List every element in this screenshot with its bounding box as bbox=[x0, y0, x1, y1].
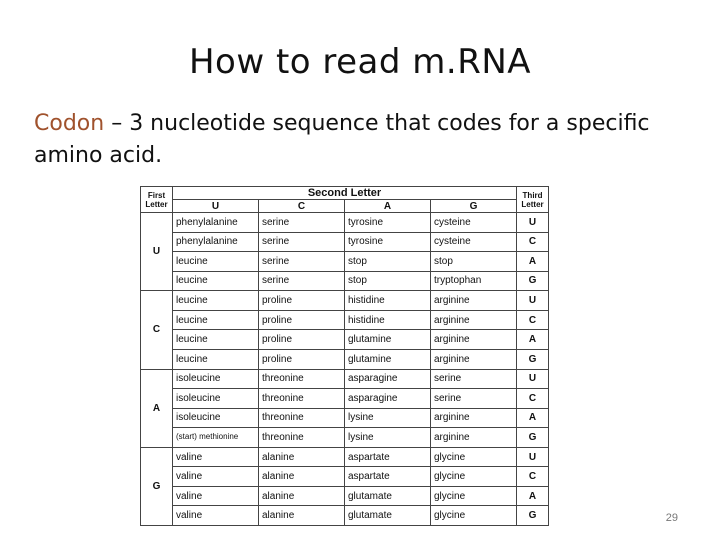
amino-acid-cell: leucine bbox=[173, 330, 259, 350]
amino-acid-cell: alanine bbox=[259, 447, 345, 467]
amino-acid-cell: aspartate bbox=[345, 467, 431, 487]
table-row bbox=[141, 389, 549, 409]
third-letter-cell: U bbox=[517, 213, 549, 233]
codon-table-body bbox=[141, 213, 549, 526]
amino-acid-cell: valine bbox=[173, 447, 259, 467]
amino-acid-cell: histidine bbox=[345, 291, 431, 311]
amino-acid-cell: glycine bbox=[431, 467, 517, 487]
amino-acid-cell: asparagine bbox=[345, 369, 431, 389]
amino-acid-cell: arginine bbox=[431, 330, 517, 350]
amino-acid-cell: glycine bbox=[431, 486, 517, 506]
amino-acid-cell: glutamate bbox=[345, 506, 431, 526]
slide-title: How to read m.RNA bbox=[188, 42, 532, 82]
table-row bbox=[141, 447, 549, 467]
table-row bbox=[141, 428, 549, 448]
amino-acid-cell: leucine bbox=[173, 349, 259, 369]
second-letter-c: C bbox=[259, 200, 345, 213]
amino-acid-cell: proline bbox=[259, 310, 345, 330]
amino-acid-cell: serine bbox=[431, 369, 517, 389]
amino-acid-cell: valine bbox=[173, 486, 259, 506]
amino-acid-cell: leucine bbox=[173, 310, 259, 330]
table-row bbox=[141, 271, 549, 291]
amino-acid-cell: arginine bbox=[431, 428, 517, 448]
amino-acid-cell: glutamate bbox=[345, 486, 431, 506]
amino-acid-cell: phenylalanine bbox=[173, 213, 259, 233]
genetic-code-table bbox=[140, 186, 549, 526]
second-letter-header: Second Letter bbox=[173, 187, 517, 200]
amino-acid-cell: isoleucine bbox=[173, 408, 259, 428]
amino-acid-cell: serine bbox=[259, 232, 345, 252]
table-row bbox=[141, 408, 549, 428]
table-row bbox=[141, 232, 549, 252]
third-letter-cell: G bbox=[517, 349, 549, 369]
amino-acid-cell: histidine bbox=[345, 310, 431, 330]
amino-acid-cell: lysine bbox=[345, 428, 431, 448]
amino-acid-cell: leucine bbox=[173, 252, 259, 272]
amino-acid-cell: tyrosine bbox=[345, 213, 431, 233]
third-letter-cell: A bbox=[517, 330, 549, 350]
amino-acid-cell: proline bbox=[259, 291, 345, 311]
amino-acid-cell: isoleucine bbox=[173, 389, 259, 409]
codon-term: Codon bbox=[34, 111, 105, 136]
third-letter-cell: G bbox=[517, 271, 549, 291]
amino-acid-cell: stop bbox=[345, 252, 431, 272]
table-row bbox=[141, 467, 549, 487]
amino-acid-cell: valine bbox=[173, 467, 259, 487]
amino-acid-cell: threonine bbox=[259, 389, 345, 409]
first-letter-cell: G bbox=[141, 447, 173, 525]
table-row bbox=[141, 291, 549, 311]
amino-acid-cell: leucine bbox=[173, 271, 259, 291]
third-letter-cell: C bbox=[517, 467, 549, 487]
third-letter-cell: U bbox=[517, 369, 549, 389]
amino-acid-cell: alanine bbox=[259, 506, 345, 526]
amino-acid-cell: arginine bbox=[431, 349, 517, 369]
amino-acid-cell: stop bbox=[345, 271, 431, 291]
table-row bbox=[141, 330, 549, 350]
amino-acid-cell: cysteine bbox=[431, 232, 517, 252]
amino-acid-cell: glutamine bbox=[345, 330, 431, 350]
amino-acid-cell: stop bbox=[431, 252, 517, 272]
codon-definition bbox=[34, 108, 674, 172]
table-row bbox=[141, 369, 549, 389]
amino-acid-cell: alanine bbox=[259, 467, 345, 487]
amino-acid-cell: threonine bbox=[259, 408, 345, 428]
table-row bbox=[141, 349, 549, 369]
amino-acid-cell: aspartate bbox=[345, 447, 431, 467]
amino-acid-cell: arginine bbox=[431, 310, 517, 330]
third-letter-cell: C bbox=[517, 389, 549, 409]
amino-acid-cell: asparagine bbox=[345, 389, 431, 409]
amino-acid-cell: tryptophan bbox=[431, 271, 517, 291]
table-row bbox=[141, 252, 549, 272]
amino-acid-cell: leucine bbox=[173, 291, 259, 311]
amino-acid-cell: (start) methionine bbox=[173, 428, 259, 448]
third-letter-cell: U bbox=[517, 447, 549, 467]
page-number: 29 bbox=[665, 512, 678, 524]
amino-acid-cell: serine bbox=[259, 213, 345, 233]
amino-acid-cell: threonine bbox=[259, 428, 345, 448]
third-letter-cell: A bbox=[517, 408, 549, 428]
amino-acid-cell: serine bbox=[259, 271, 345, 291]
second-letter-u: U bbox=[173, 200, 259, 213]
amino-acid-cell: tyrosine bbox=[345, 232, 431, 252]
amino-acid-cell: valine bbox=[173, 506, 259, 526]
first-letter-cell: U bbox=[141, 213, 173, 291]
third-letter-header: Third Letter bbox=[517, 187, 549, 213]
third-letter-cell: A bbox=[517, 252, 549, 272]
amino-acid-cell: arginine bbox=[431, 291, 517, 311]
first-letter-cell: A bbox=[141, 369, 173, 447]
third-letter-cell: A bbox=[517, 486, 549, 506]
amino-acid-cell: proline bbox=[259, 330, 345, 350]
third-letter-cell: U bbox=[517, 291, 549, 311]
amino-acid-cell: serine bbox=[431, 389, 517, 409]
codon-definition-text: – 3 nucleotide sequence that codes for a specific amino acid. bbox=[34, 111, 650, 168]
second-letter-a: A bbox=[345, 200, 431, 213]
amino-acid-cell: glycine bbox=[431, 506, 517, 526]
third-letter-cell: G bbox=[517, 506, 549, 526]
first-letter-header: First Letter bbox=[141, 187, 173, 213]
second-letter-g: G bbox=[431, 200, 517, 213]
amino-acid-cell: isoleucine bbox=[173, 369, 259, 389]
amino-acid-cell: cysteine bbox=[431, 213, 517, 233]
third-letter-cell: G bbox=[517, 428, 549, 448]
amino-acid-cell: alanine bbox=[259, 486, 345, 506]
table-row bbox=[141, 213, 549, 233]
amino-acid-cell: threonine bbox=[259, 369, 345, 389]
third-letter-cell: C bbox=[517, 310, 549, 330]
table-row bbox=[141, 310, 549, 330]
third-letter-cell: C bbox=[517, 232, 549, 252]
first-letter-cell: C bbox=[141, 291, 173, 369]
amino-acid-cell: glutamine bbox=[345, 349, 431, 369]
amino-acid-cell: proline bbox=[259, 349, 345, 369]
amino-acid-cell: lysine bbox=[345, 408, 431, 428]
amino-acid-cell: serine bbox=[259, 252, 345, 272]
table-row bbox=[141, 486, 549, 506]
amino-acid-cell: glycine bbox=[431, 447, 517, 467]
amino-acid-cell: phenylalanine bbox=[173, 232, 259, 252]
amino-acid-cell: arginine bbox=[431, 408, 517, 428]
table-row bbox=[141, 506, 549, 526]
